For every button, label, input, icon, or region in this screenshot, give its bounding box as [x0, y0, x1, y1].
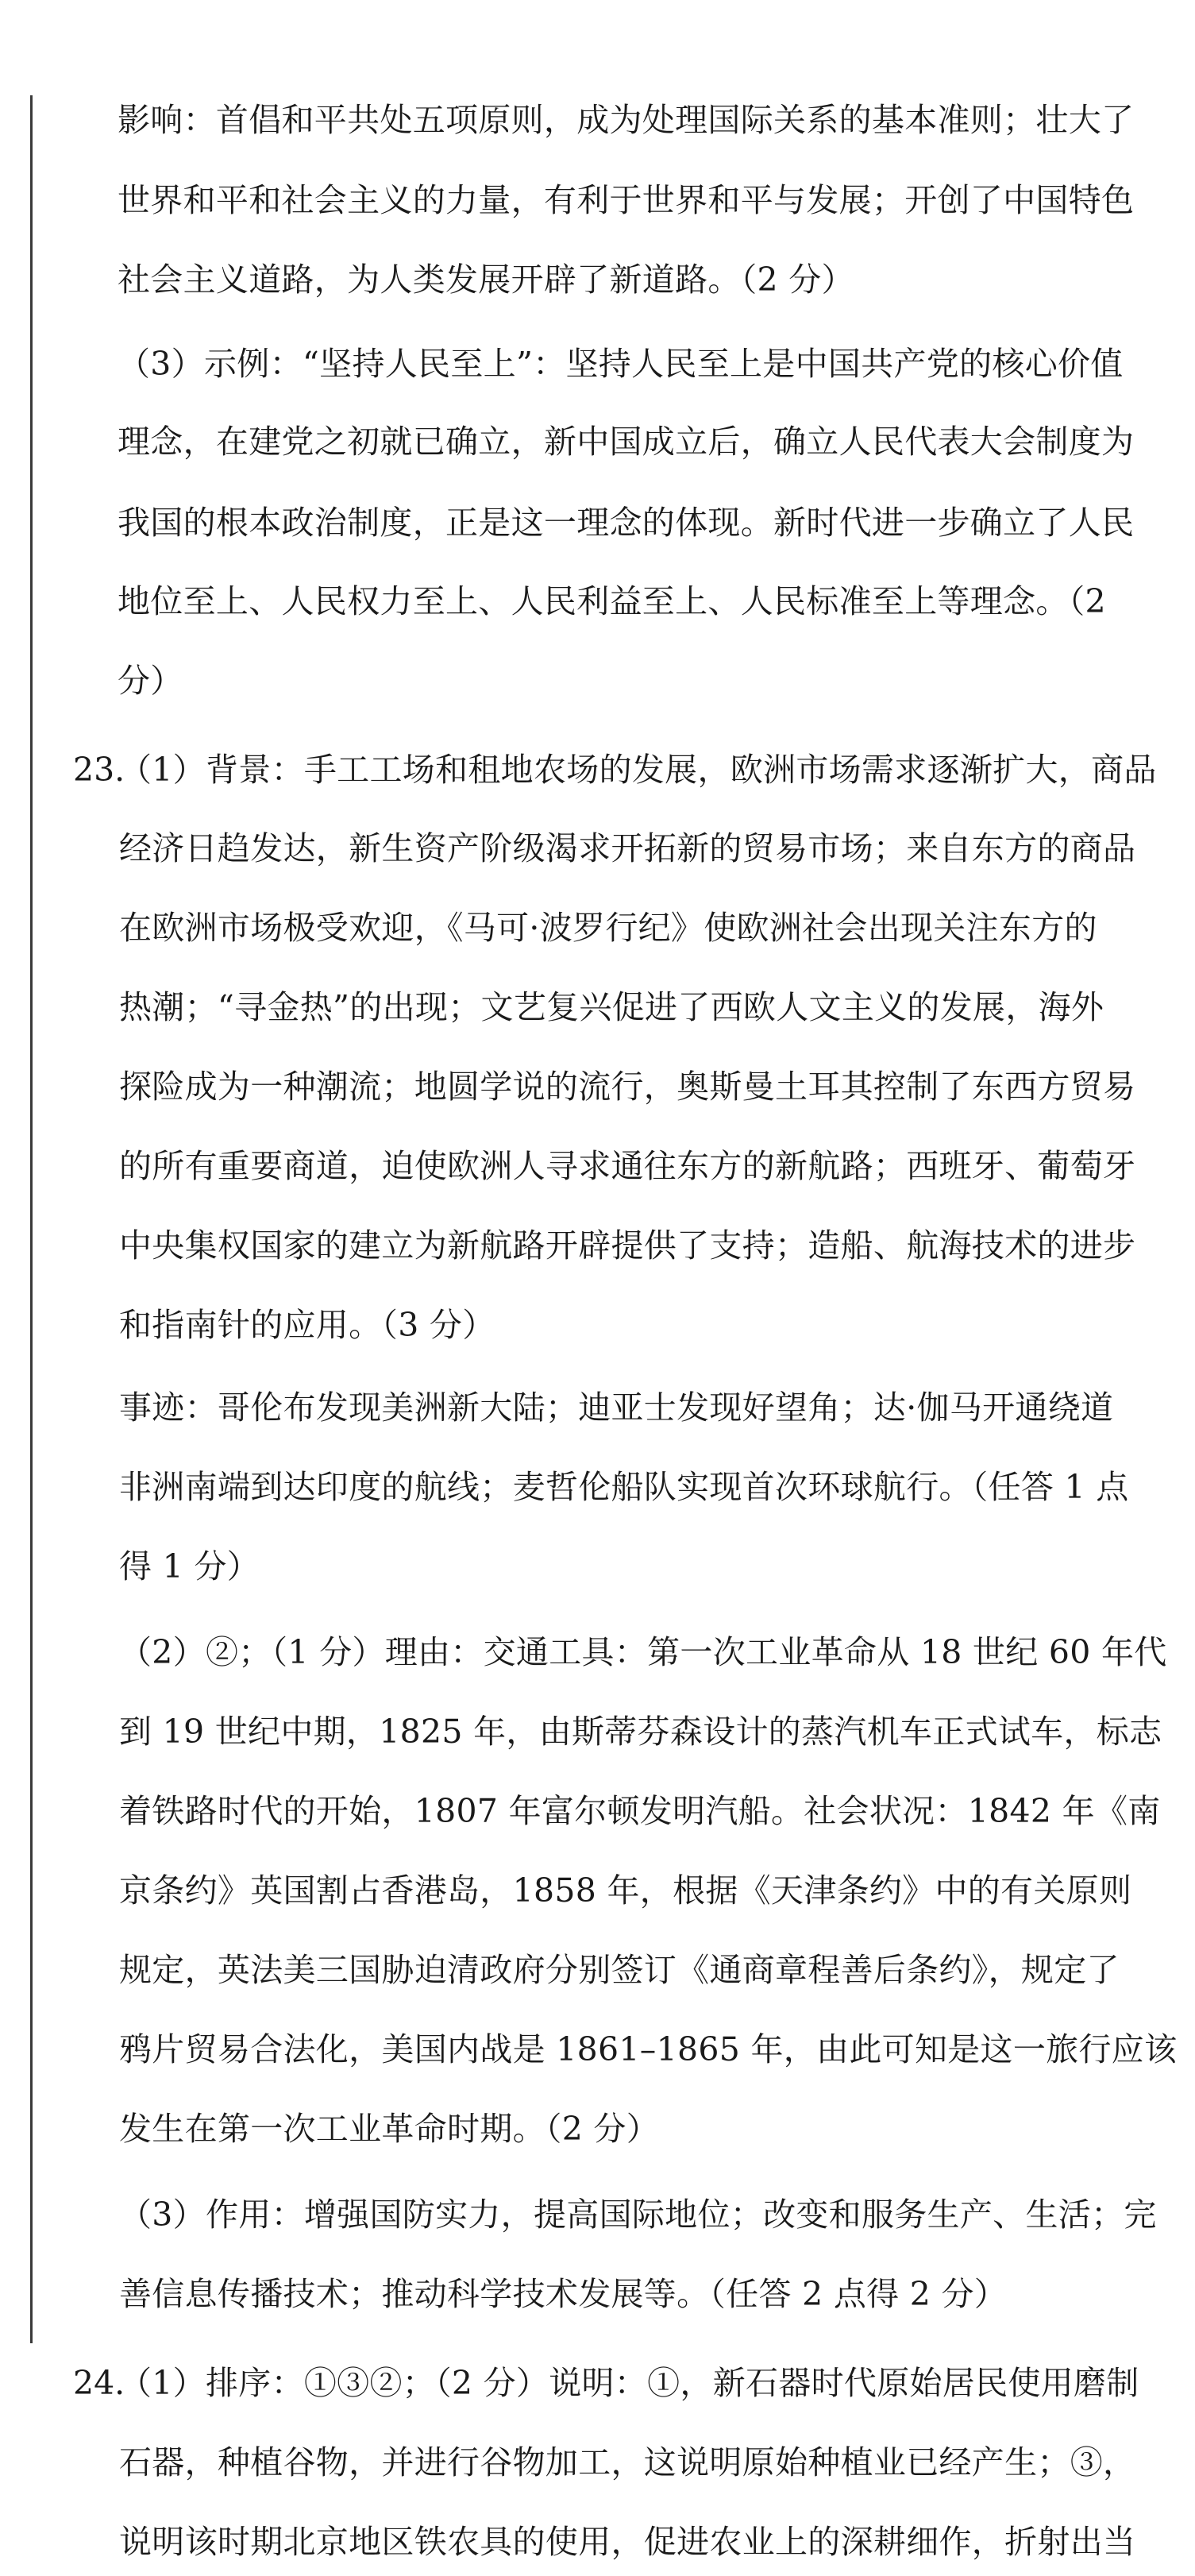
- text-line: 影响：首倡和平共处五项原则，成为处理国际关系的基本准则；壮大了: [118, 101, 1135, 139]
- text-line: 到 19 世纪中期，1825 年，由斯蒂芬森设计的蒸汽机车正式试车，标志: [119, 1713, 1162, 1751]
- text-line: 事迹：哥伦布发现美洲新大陆；迪亚士发现好望角；达·伽马开通绕道: [119, 1388, 1114, 1427]
- text-line: 鸦片贸易合法化，美国内战是 1861–1865 年，由此可知是这一旅行应该: [119, 2030, 1178, 2068]
- text-line: 善信息传播技术；推动科学技术发展等。（任答 2 点得 2 分）: [119, 2275, 1008, 2313]
- text-line: 世界和平和社会主义的力量，有利于世界和平与发展；开创了中国特色: [118, 181, 1135, 219]
- text-line: 理念，在建党之初就已确立，新中国成立后，确立人民代表大会制度为: [118, 423, 1135, 461]
- text-line: 在欧洲市场极受欢迎，《马可·波罗行纪》使欧洲社会出现关注东方的: [119, 909, 1097, 947]
- text-line: 探险成为一种潮流；地圆学说的流行，奥斯曼土耳其控制了东西方贸易: [119, 1068, 1136, 1106]
- text-line: 和指南针的应用。（3 分）: [119, 1306, 495, 1344]
- text-line: （3）作用：增强国防实力，提高国际地位；改变和服务生产、生活；完: [119, 2196, 1157, 2234]
- text-line: 着铁路时代的开始，1807 年富尔顿发明汽船。社会状况：1842 年《南: [119, 1792, 1161, 1830]
- text-line: （2）②；（1 分）理由：交通工具：第一次工业革命从 18 世纪 60 年代: [119, 1633, 1167, 1671]
- text-line: 社会主义道路，为人类发展开辟了新道路。（2 分）: [118, 261, 854, 299]
- text-line: 中央集权国家的建立为新航路开辟提供了支持；造船、航海技术的进步: [119, 1226, 1136, 1265]
- margin-rule: [30, 95, 33, 2343]
- text-line: 地位至上、人民权力至上、人民利益至上、人民标准至上等理念。（2: [118, 582, 1106, 620]
- text-line: （1）背景：手工工场和租地农场的发展，欧洲市场需求逐渐扩大，商品: [119, 751, 1157, 789]
- text-line: 的所有重要商道，迫使欧洲人寻求通往东方的新航路；西班牙、葡萄牙: [119, 1147, 1136, 1185]
- question-number-23: 23.: [73, 751, 125, 789]
- question-number-24: 24.: [73, 2364, 125, 2402]
- text-line: 我国的根本政治制度，正是这一理念的体现。新时代进一步确立了人民: [118, 504, 1135, 542]
- text-line: 石器，种植谷物，并进行谷物加工，这说明原始种植业已经产生；③，: [119, 2443, 1136, 2481]
- text-line: 热潮；“寻金热”的出现；文艺复兴促进了西欧人文主义的发展，海外: [119, 988, 1104, 1026]
- text-line: 发生在第一次工业革命时期。（2 分）: [119, 2110, 660, 2148]
- text-line: 经济日趋发达，新生资产阶级渴求开拓新的贸易市场；来自东方的商品: [119, 829, 1136, 867]
- text-line: 非洲南端到达印度的航线；麦哲伦船队实现首次环球航行。（任答 1 点: [119, 1468, 1129, 1506]
- text-line: 规定，英法美三国胁迫清政府分别签订《通商章程善后条约》，规定了: [119, 1951, 1120, 1989]
- text-line: （3）示例：“坚持人民至上”：坚持人民至上是中国共产党的核心价值: [118, 345, 1124, 383]
- text-line: 分）: [118, 662, 183, 700]
- text-line: 京条约》英国割占香港岛，1858 年，根据《天津条约》中的有关原则: [119, 1871, 1132, 1910]
- text-line: 得 1 分）: [119, 1547, 260, 1585]
- text-line: 说明该时期北京地区铁农具的使用，促进农业上的深耕细作，折射出当: [119, 2523, 1136, 2561]
- text-line: （1）排序：①③②；（2 分）说明：①，新石器时代原始居民使用磨制: [119, 2364, 1139, 2402]
